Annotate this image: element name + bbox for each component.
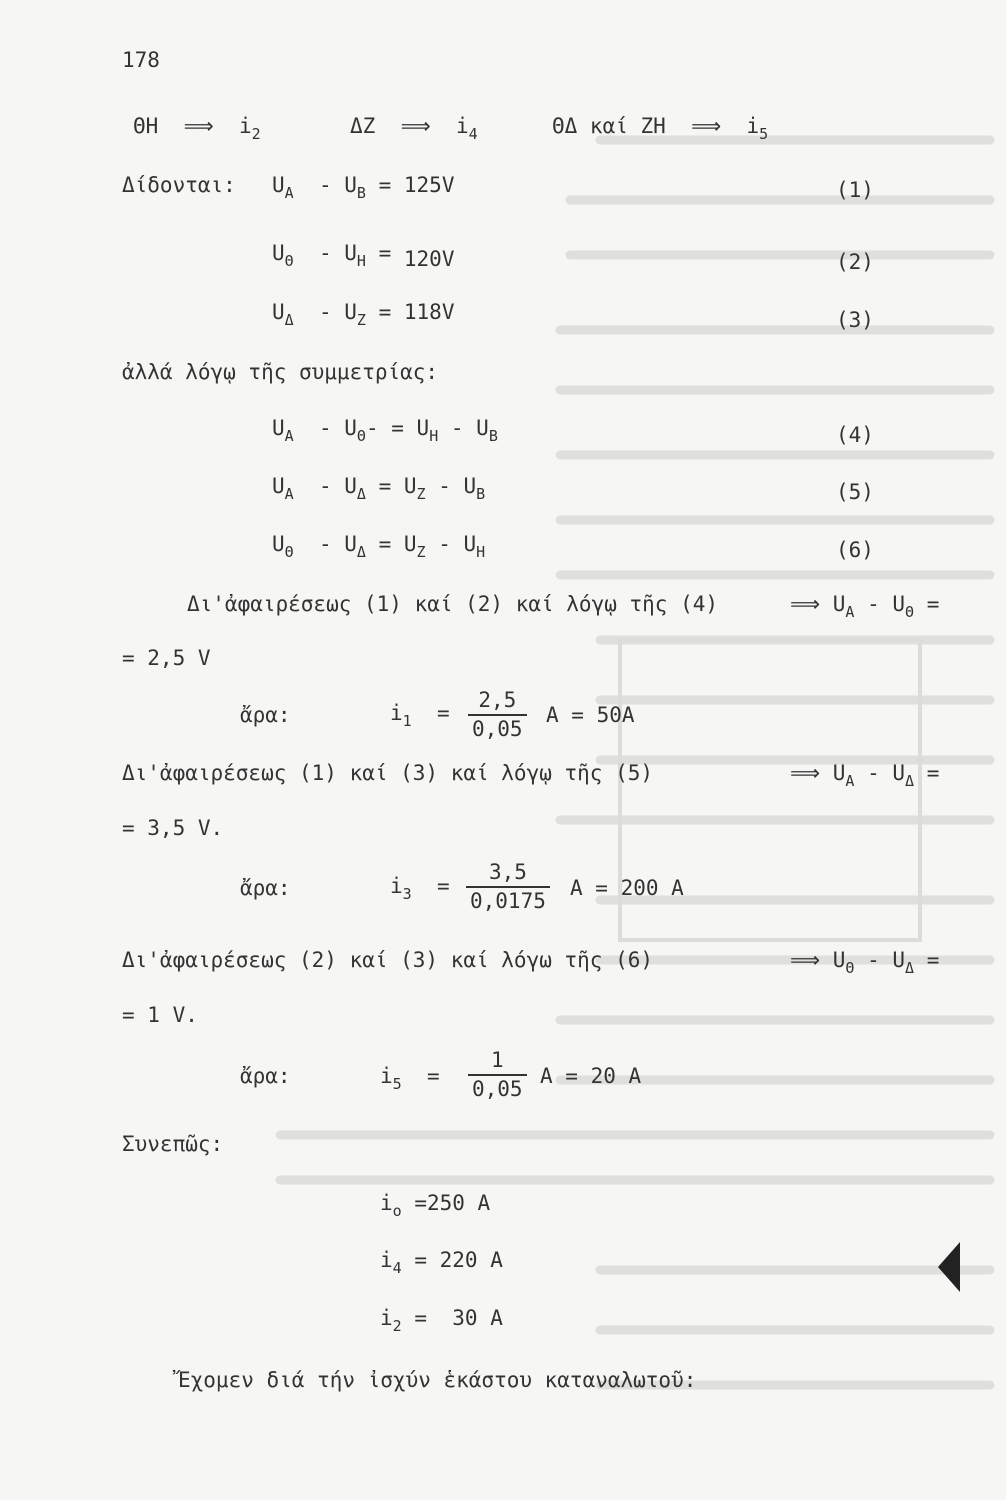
derivation-2-value: = 3,5 V. [122,816,224,840]
symmetry-equation-4: $U_A - U_\Theta- = U_H - U_B$ [272,416,498,445]
equation-ref: (6) [836,538,874,562]
fraction [468,1050,527,1100]
branch-label: ΘΔ καί ΖΗ [552,114,666,138]
equation-ref: (3) [836,308,874,332]
given-equation-1: $U_A - U_B = 125V$ [272,173,455,202]
equation-ref: (4) [836,423,874,447]
current-symbol: $i_5$ = [380,1064,440,1093]
current-answer: A = 20 A [540,1064,642,1088]
branch-mapping-theta-h: ΘΗ ⟹ $i_2$ [133,114,261,143]
fraction-numerator: 3,5 [466,862,550,888]
derivation-3-text: Δι'ἀφαιρέσεως (2) καί (3) καί λόγω τῆς (6) [122,948,654,972]
derivation-1-value: = 2,5 V [122,646,211,670]
therefore-label: ἄρα: [240,703,291,727]
implies-arrow-icon: ⟹ [170,114,227,138]
fraction-numerator: 1 [468,1050,527,1076]
derivation-1-text: Δι'ἀφαιρέσεως (1) καί (2) καί λόγῳ τῆς (4) [187,592,719,616]
derivation-3-value: = 1 V. [122,1003,198,1027]
fraction-denominator: 0,05 [472,1077,523,1101]
symmetry-equation-5: $U_A - U_\Delta = U_Z - U_B$ [272,474,486,503]
equation-ref: (1) [836,178,874,202]
implies-arrow-icon: ⟹ [387,114,444,138]
result-current-0: $i_o =250$ A [380,1191,491,1220]
given-label: Δίδονται: [122,173,236,197]
fraction-numerator: 2,5 [468,690,527,716]
equation-ref: (2) [836,250,874,274]
branch-label: ΘΗ [133,114,159,138]
branch-mapping-delta-z: ΔΖ ⟹ $i_4$ [350,114,478,143]
branch-mapping-theta-delta: ΘΔ καί ΖΗ ⟹ $i_5$ [552,114,769,143]
consequently-label: Συνεπῶς: [122,1132,224,1156]
given-equation-2: $U_\Theta - U_H = 120V$ [272,241,455,271]
branch-label: ΔΖ [350,114,376,138]
fraction [466,862,550,912]
closing-sentence: Ἔχομεν διά τήν ἰσχύν ἑκάστου καταναλωτοῦ: [178,1368,697,1392]
fraction [468,690,527,740]
implies-arrow-icon: ⟹ [790,592,821,616]
derivation-2-result: ⟹ $U_A - U_\Delta$ = [790,761,940,790]
result-current-2: $i_2 = 30$ A [380,1306,503,1335]
symmetry-label: ἀλλά λόγῳ τῆς συμμετρίας: [122,360,439,384]
page-number: 178 [122,48,160,72]
equation-ref: (5) [836,480,874,504]
page-tab-marker-icon [936,1240,962,1294]
given-equation-3: $U_\Delta - U_Z = 118V$ [272,300,455,329]
derivation-3-result: ⟹ $U_\Theta - U_\Delta$ = [790,948,940,977]
implies-arrow-icon: ⟹ [790,761,821,785]
fraction-denominator: 0,05 [472,717,523,741]
implies-arrow-icon: ⟹ [678,114,734,138]
current-answer: A = 50A [546,703,635,727]
current-symbol: $i_1$ = [390,701,450,730]
therefore-label: ἄρα: [240,876,291,900]
current-symbol: $i_3$ = [390,874,450,903]
implies-arrow-icon: ⟹ [790,948,821,972]
derivation-1-result: ⟹ $U_A - U_\Theta$ = [790,592,940,621]
fraction-denominator: 0,0175 [470,889,546,913]
therefore-label: ἄρα: [240,1064,291,1088]
result-current-4: $i_4 = 220$ A [380,1248,503,1277]
derivation-2-text: Δι'ἀφαιρέσεως (1) καί (3) καί λόγῳ τῆς (5) [122,761,654,785]
current-answer: A = 200 A [570,876,684,900]
symmetry-equation-6: $U_\Theta - U_\Delta = U_Z - U_H$ [272,532,486,561]
